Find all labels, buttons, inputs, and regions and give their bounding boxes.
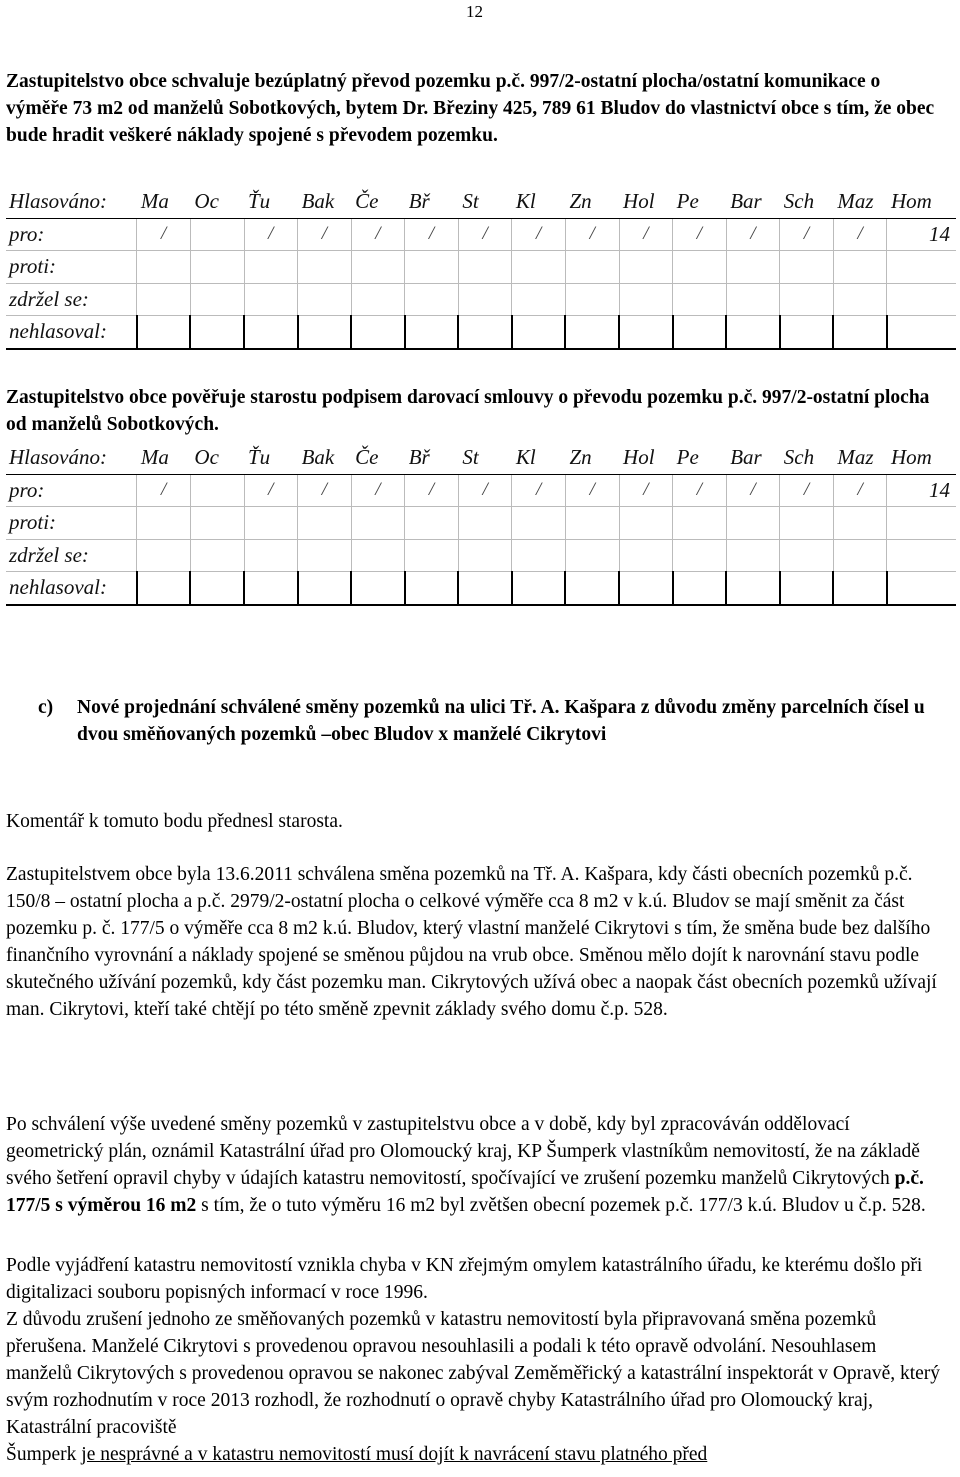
vote-mark: /: [298, 474, 352, 507]
vote-mark: [190, 218, 244, 251]
vote-member-14: Hom: [887, 442, 956, 474]
paragraph-1: Zastupitelstvem obce byla 13.6.2011 schválena směna pozemků na Tř. A. Kašpara, kdy části obecních pozemků p.č. 150/8 – ostatní plocha a p.č. 2979/2-ostatní plocha o celkové výměře cca 8 m2 v k.ú. Bludov se mají směnit za část pozemku p. č. 177/5 o výměře cca 8 m2 k.ú. Bludov, který vlastní manželé Cikrytovi s tím, že směna bude bez dalšího finančního vyrovnání a náklady spojené se směnou půjdou na vrub obce. Směnou mělo dojít k narovnání stavu podle skutečného užívání pozemků, kdy část pozemku man. Cikrytových užívá obec a naopak část obecních pozemků užívají man. Cikrytovi, kteří také chtějí po této směně zpevnit základy svého domu č.p. 528.: [6, 864, 937, 1020]
vote-mark: /: [458, 218, 512, 251]
vote-mark: [673, 251, 727, 284]
vote-mark: /: [405, 474, 459, 507]
vote-mark: [244, 316, 298, 349]
vote-mark: [673, 572, 727, 605]
vote-mark: /: [351, 474, 405, 507]
vote-member-6: St: [458, 186, 512, 218]
vote-mark: [887, 507, 956, 540]
vote-row: [6, 218, 956, 251]
vote-mark: /: [780, 474, 834, 507]
vote-member-10: Pe: [673, 186, 727, 218]
vote-mark: [405, 507, 459, 540]
vote-mark: /: [619, 218, 673, 251]
paragraph-2: [6, 1111, 946, 1219]
vote-mark: [351, 539, 405, 572]
vote-row: [6, 251, 956, 284]
vote-mark: /: [565, 218, 619, 251]
vote-member-1: Oc: [190, 442, 244, 474]
vote-mark: [565, 316, 619, 349]
vote-mark: [512, 316, 566, 349]
vote-mark: /: [512, 474, 566, 507]
vote-mark: [298, 572, 352, 605]
comment: Komentář k tomuto bodu přednesl starosta.: [6, 811, 343, 832]
vote-total: 14: [887, 218, 956, 251]
vote-mark: [780, 251, 834, 284]
vote-mark: [190, 283, 244, 316]
vote-mark: [298, 539, 352, 572]
vote-member-7: Kl: [512, 186, 566, 218]
vote-mark: [833, 283, 887, 316]
agenda-item-c: [38, 694, 938, 748]
vote-mark: /: [512, 218, 566, 251]
vote-member-8: Zn: [565, 186, 619, 218]
vote-mark: [298, 507, 352, 540]
vote-row-label: proti:: [6, 251, 137, 284]
vote-mark: [726, 539, 780, 572]
vote-mark: /: [405, 218, 459, 251]
vote-mark: /: [244, 474, 298, 507]
vote-mark: /: [673, 474, 727, 507]
vote-mark: /: [298, 218, 352, 251]
vote-mark: /: [458, 474, 512, 507]
vote-mark: [244, 251, 298, 284]
paragraph-4: Z důvodu zrušení jednoho ze směňovaných pozemků v katastru nemovitostí byla připravovaná směna pozemků přerušena. Manželé Cikrytovi s provedenou opravou nesouhlasili a podali k této opravě odvolání. Nesouhlasem manželů Cikrytových s provedenou opravou se nakonec zabýval Zeměměřický a katastrální inspektorát v Opravě, který svým rozhodnutím v roce 2013 rozhodl, že rozhodnutí o opravě chyby Katastrálního úřad pro Olomoucký kraj, Katastrální pracoviště: [6, 1309, 941, 1438]
paragraph-2-parcel: p.č. 177/5 s výměrou 16 m2: [6, 1168, 924, 1216]
vote-member-13: Maz: [833, 186, 887, 218]
vote-row-label: pro:: [6, 474, 137, 507]
vote-member-2: Ťu: [244, 442, 298, 474]
vote-mark: /: [833, 474, 887, 507]
vote-mark: [512, 539, 566, 572]
vote-row-label: nehlasoval:: [6, 316, 137, 349]
vote-member-1: Oc: [190, 186, 244, 218]
vote-mark: [190, 474, 244, 507]
vote-member-6: St: [458, 442, 512, 474]
vote-mark: [137, 251, 191, 284]
vote-mark: [780, 316, 834, 349]
vote-mark: [833, 251, 887, 284]
vote-mark: [351, 572, 405, 605]
vote-mark: /: [137, 474, 191, 507]
vote-mark: /: [780, 218, 834, 251]
vote-row: [6, 539, 956, 572]
vote-mark: [780, 539, 834, 572]
vote-mark: [405, 316, 459, 349]
vote-mark: [887, 539, 956, 572]
vote-mark: [565, 251, 619, 284]
vote-member-14: Hom: [887, 186, 956, 218]
vote-member-5: Bř: [405, 186, 459, 218]
vote-mark: [244, 539, 298, 572]
vote-mark: /: [351, 218, 405, 251]
vote-mark: [298, 316, 352, 349]
vote-mark: [351, 283, 405, 316]
vote-mark: [673, 539, 727, 572]
vote-mark: [619, 572, 673, 605]
vote-mark: /: [833, 218, 887, 251]
vote-mark: [512, 251, 566, 284]
vote-row: [6, 474, 956, 507]
vote-mark: [244, 283, 298, 316]
vote-row-label: proti:: [6, 507, 137, 540]
resolution-2: Zastupitelstvo obce pověřuje starostu podpisem darovací smlouvy o převodu pozemku p.č. 997/2-ostatní plocha od manželů Sobotkových.: [6, 387, 930, 435]
vote-header-label: Hlasováno:: [6, 442, 137, 474]
vote-row: [6, 507, 956, 540]
vote-mark: [619, 539, 673, 572]
vote-mark: [405, 539, 459, 572]
vote-mark: [351, 507, 405, 540]
vote-row: [6, 572, 956, 605]
vote-mark: [726, 316, 780, 349]
vote-mark: [190, 251, 244, 284]
vote-mark: [190, 572, 244, 605]
vote-mark: [833, 316, 887, 349]
vote-table-1: [6, 186, 956, 350]
vote-mark: [833, 572, 887, 605]
vote-member-13: Maz: [833, 442, 887, 474]
agenda-item-title: Nové projednání schválené směny pozemků na ulici Tř. A. Kašpara z důvodu změny parcelních čísel u dvou směňovaných pozemků –obec Bludov x manželé Cikrytovi: [77, 697, 925, 745]
vote-row: [6, 283, 956, 316]
vote-member-4: Če: [351, 186, 405, 218]
vote-header-label: Hlasováno:: [6, 186, 137, 218]
vote-mark: /: [619, 474, 673, 507]
vote-mark: [405, 572, 459, 605]
vote-mark: [351, 316, 405, 349]
vote-mark: [780, 572, 834, 605]
vote-member-8: Zn: [565, 442, 619, 474]
vote-member-2: Ťu: [244, 186, 298, 218]
vote-mark: /: [244, 218, 298, 251]
agenda-item-marker: c): [38, 697, 54, 718]
vote-table-2: [6, 442, 956, 606]
vote-mark: [726, 572, 780, 605]
vote-mark: [137, 572, 191, 605]
resolution-1: Zastupitelstvo obce schvaluje bezúplatný převod pozemku p.č. 997/2-ostatní plocha/ostatní komunikace o výměře 73 m2 od manželů Sobotkových, bytem Dr. Březiny 425, 789 61 Bludov do vlastnictví obce s tím, že obec bude hradit veškeré náklady spojené s převodem pozemku.: [6, 71, 935, 146]
vote-mark: [726, 507, 780, 540]
vote-mark: [190, 507, 244, 540]
vote-mark: [190, 316, 244, 349]
vote-mark: [887, 251, 956, 284]
vote-mark: [137, 539, 191, 572]
paragraph-4-tail-underlined: je nesprávné a v katastru nemovitostí musí dojít k navrácení stavu platného před: [81, 1444, 708, 1465]
vote-total: 14: [887, 474, 956, 507]
vote-mark: [887, 316, 956, 349]
vote-mark: [887, 283, 956, 316]
vote-mark: [619, 283, 673, 316]
vote-mark: [565, 572, 619, 605]
vote-mark: [458, 539, 512, 572]
vote-mark: [512, 572, 566, 605]
vote-mark: [780, 507, 834, 540]
vote-mark: /: [726, 474, 780, 507]
vote-mark: [298, 283, 352, 316]
vote-mark: [244, 507, 298, 540]
vote-mark: [458, 283, 512, 316]
vote-mark: [512, 283, 566, 316]
vote-mark: [565, 283, 619, 316]
vote-mark: [673, 507, 727, 540]
vote-mark: [833, 507, 887, 540]
vote-mark: [137, 507, 191, 540]
vote-mark: [726, 283, 780, 316]
vote-mark: [244, 572, 298, 605]
vote-mark: [298, 251, 352, 284]
vote-member-9: Hol: [619, 442, 673, 474]
vote-mark: [887, 572, 956, 605]
vote-mark: [458, 507, 512, 540]
vote-mark: /: [565, 474, 619, 507]
vote-mark: /: [726, 218, 780, 251]
vote-mark: [351, 251, 405, 284]
vote-mark: /: [673, 218, 727, 251]
vote-mark: [405, 251, 459, 284]
vote-member-7: Kl: [512, 442, 566, 474]
vote-mark: [458, 572, 512, 605]
vote-row-label: zdržel se:: [6, 539, 137, 572]
vote-mark: [619, 251, 673, 284]
vote-mark: [565, 539, 619, 572]
paragraph-2-part-a: Po schválení výše uvedené směny pozemků v zastupitelstvu obce a v době, kdy byl zpracováván oddělovací geometrický plán, oznámil Katastrální úřad pro Olomoucký kraj, KP Šumperk vlastníkům nemovitostí, že na základě svého šetření opravil chyby v údajích katastru nemovitostí, spočívající ve zrušení pozemku manželů Cikrytových: [6, 1114, 920, 1189]
paragraph-2-part-b: s tím, že o tuto výměru 16 m2 byl zvětšen obecní pozemek p.č. 177/3 k.ú. Bludov u č.p. 528.: [196, 1195, 926, 1216]
vote-row-label: nehlasoval:: [6, 572, 137, 605]
vote-row-label: zdržel se:: [6, 283, 137, 316]
vote-row: [6, 316, 956, 349]
vote-member-11: Bar: [726, 442, 780, 474]
paragraph-4-tail: [6, 1441, 946, 1468]
page-number: 12: [466, 2, 483, 21]
vote-mark: [190, 539, 244, 572]
vote-member-12: Sch: [780, 186, 834, 218]
vote-mark: [137, 283, 191, 316]
vote-member-0: Ma: [137, 442, 191, 474]
vote-mark: [619, 507, 673, 540]
vote-mark: [726, 251, 780, 284]
vote-mark: [137, 316, 191, 349]
paragraph-3: Podle vyjádření katastru nemovitostí vznikla chyba v KN zřejmým omylem katastrálního úřadu, ke kterému došlo při digitalizaci souboru popisných informací v roce 1996.: [6, 1255, 923, 1303]
vote-mark: /: [137, 218, 191, 251]
vote-mark: [673, 316, 727, 349]
vote-mark: [619, 316, 673, 349]
vote-member-4: Če: [351, 442, 405, 474]
vote-mark: [565, 507, 619, 540]
vote-member-11: Bar: [726, 186, 780, 218]
vote-member-3: Bak: [298, 442, 352, 474]
vote-row-label: pro:: [6, 218, 137, 251]
vote-member-5: Bř: [405, 442, 459, 474]
vote-mark: [405, 283, 459, 316]
vote-mark: [458, 316, 512, 349]
paragraph-4-tail-plain: Šumperk: [6, 1444, 82, 1465]
vote-mark: [780, 283, 834, 316]
vote-member-3: Bak: [298, 186, 352, 218]
vote-member-12: Sch: [780, 442, 834, 474]
vote-mark: [458, 251, 512, 284]
vote-member-10: Pe: [673, 442, 727, 474]
vote-member-0: Ma: [137, 186, 191, 218]
vote-mark: [512, 507, 566, 540]
vote-member-9: Hol: [619, 186, 673, 218]
vote-mark: [833, 539, 887, 572]
vote-mark: [673, 283, 727, 316]
